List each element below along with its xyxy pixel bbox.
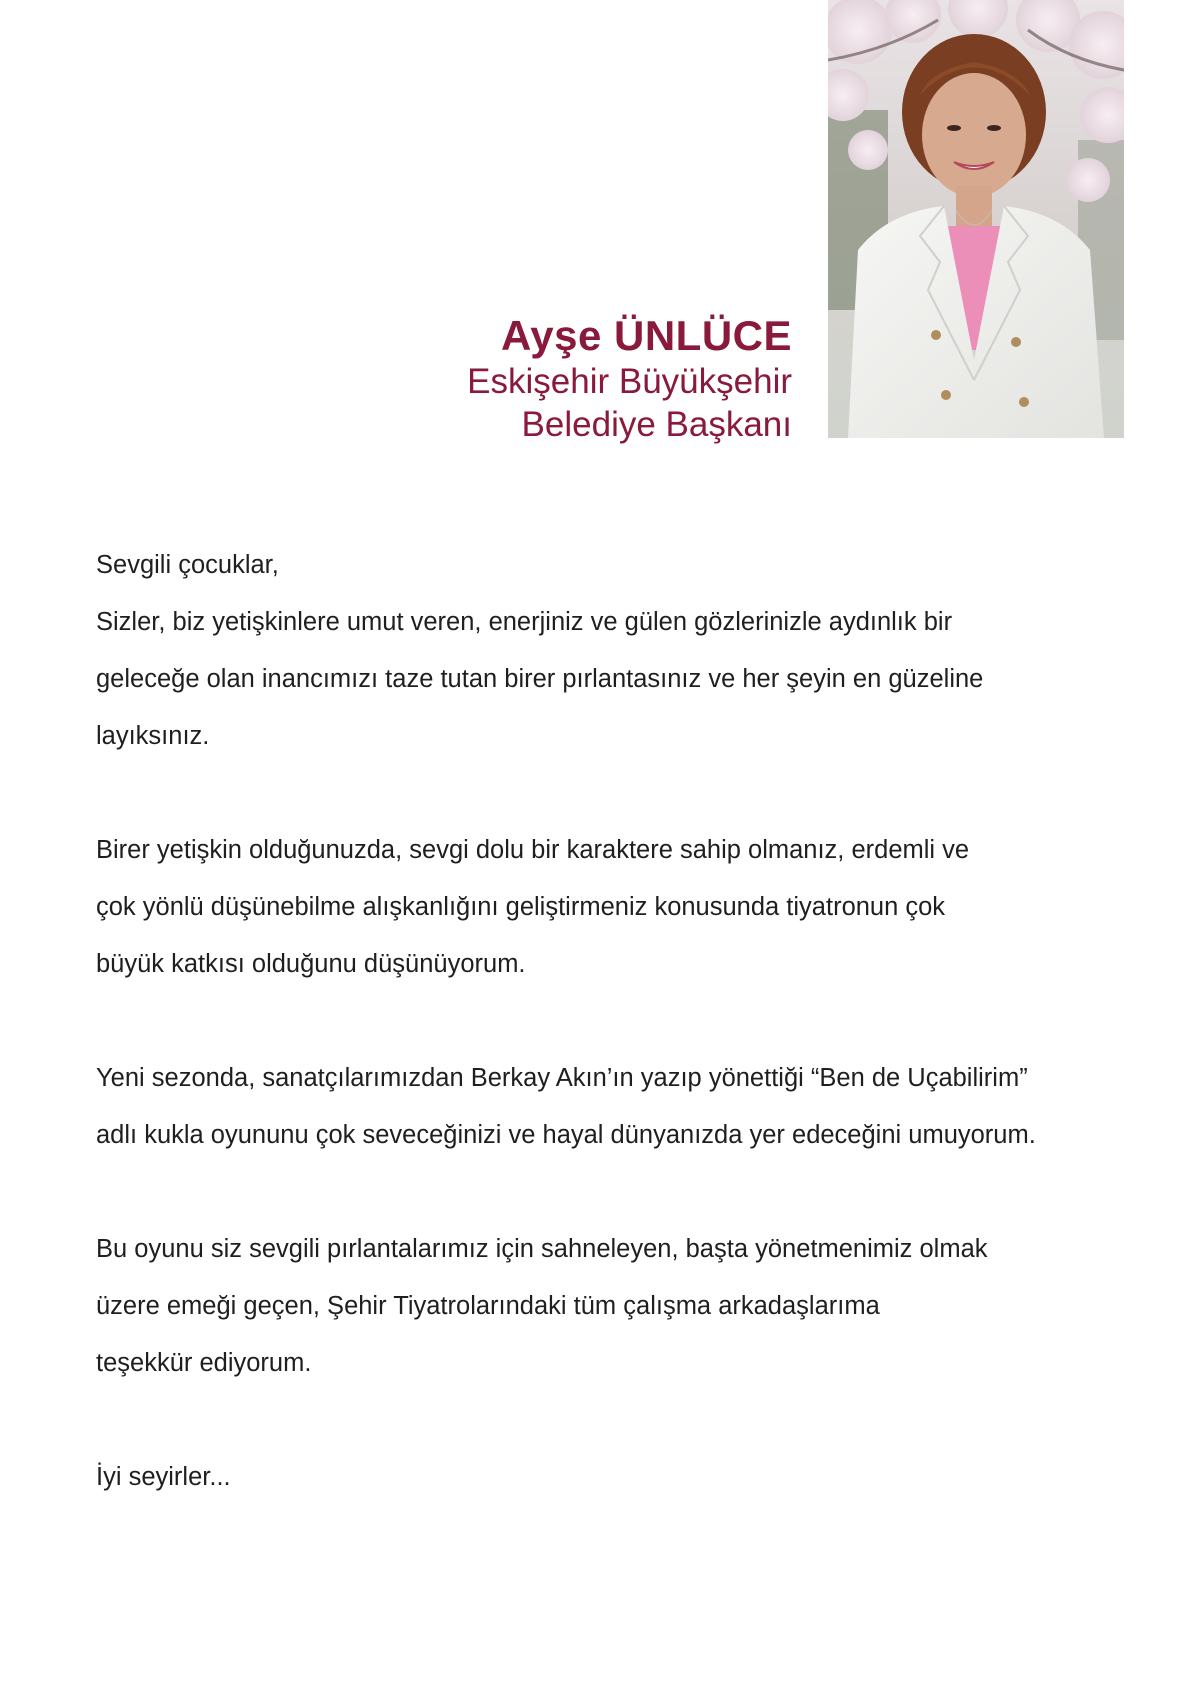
- author-title-line-1: Eskişehir Büyükşehir: [467, 362, 792, 401]
- paragraph-2-line-3: büyük katkısı olduğunu düşünüyorum.: [96, 950, 526, 978]
- author-title-line-2: Belediye Başkanı: [521, 405, 792, 444]
- paragraph-4-line-2: üzere emeği geçen, Şehir Tiyatrolarındaki tüm çalışma arkadaşlarıma: [96, 1292, 880, 1320]
- paragraph-1-line-3: layıksınız.: [96, 722, 210, 750]
- paragraph-4-line-3: teşekkür ediyorum.: [96, 1349, 312, 1377]
- closing: İyi seyirler...: [96, 1463, 231, 1491]
- greeting: Sevgili çocuklar,: [96, 551, 279, 579]
- paragraph-2-line-1: Birer yetişkin olduğunuzda, sevgi dolu bir karaktere sahip olmanız, erdemli ve: [96, 836, 970, 864]
- letter-header: [0, 0, 1200, 444]
- paragraph-4-line-1: Bu oyunu siz sevgili pırlantalarımız için sahneleyen, başta yönetmenimiz olmak: [96, 1235, 988, 1263]
- paragraph-3-line-2: adlı kukla oyununu çok seveceğinizi ve hayal dünyanızda yer edeceğini umuyorum.: [96, 1121, 1036, 1149]
- signature-block: [467, 312, 792, 446]
- paragraph-1-line-2: geleceğe olan inancımızı taze tutan birer pırlantasınız ve her şeyin en güzeline: [96, 665, 984, 693]
- author-portrait: [828, 0, 1124, 438]
- paragraph-3-line-1: Yeni sezonda, sanatçılarımızdan Berkay Akın’ın yazıp yönettiği “Ben de Uçabilirim”: [96, 1064, 1028, 1092]
- letter-body: [96, 537, 1136, 1506]
- paragraph-2-line-2: çok yönlü düşünebilme alışkanlığını geliştirmeniz konusunda tiyatronun çok: [96, 893, 946, 921]
- author-name: Ayşe ÜNLÜCE: [500, 312, 792, 359]
- paragraph-1-line-1: Sizler, biz yetişkinlere umut veren, enerjiniz ve gülen gözlerinizle aydınlık bir: [96, 608, 953, 636]
- portrait-photo: [828, 0, 1124, 438]
